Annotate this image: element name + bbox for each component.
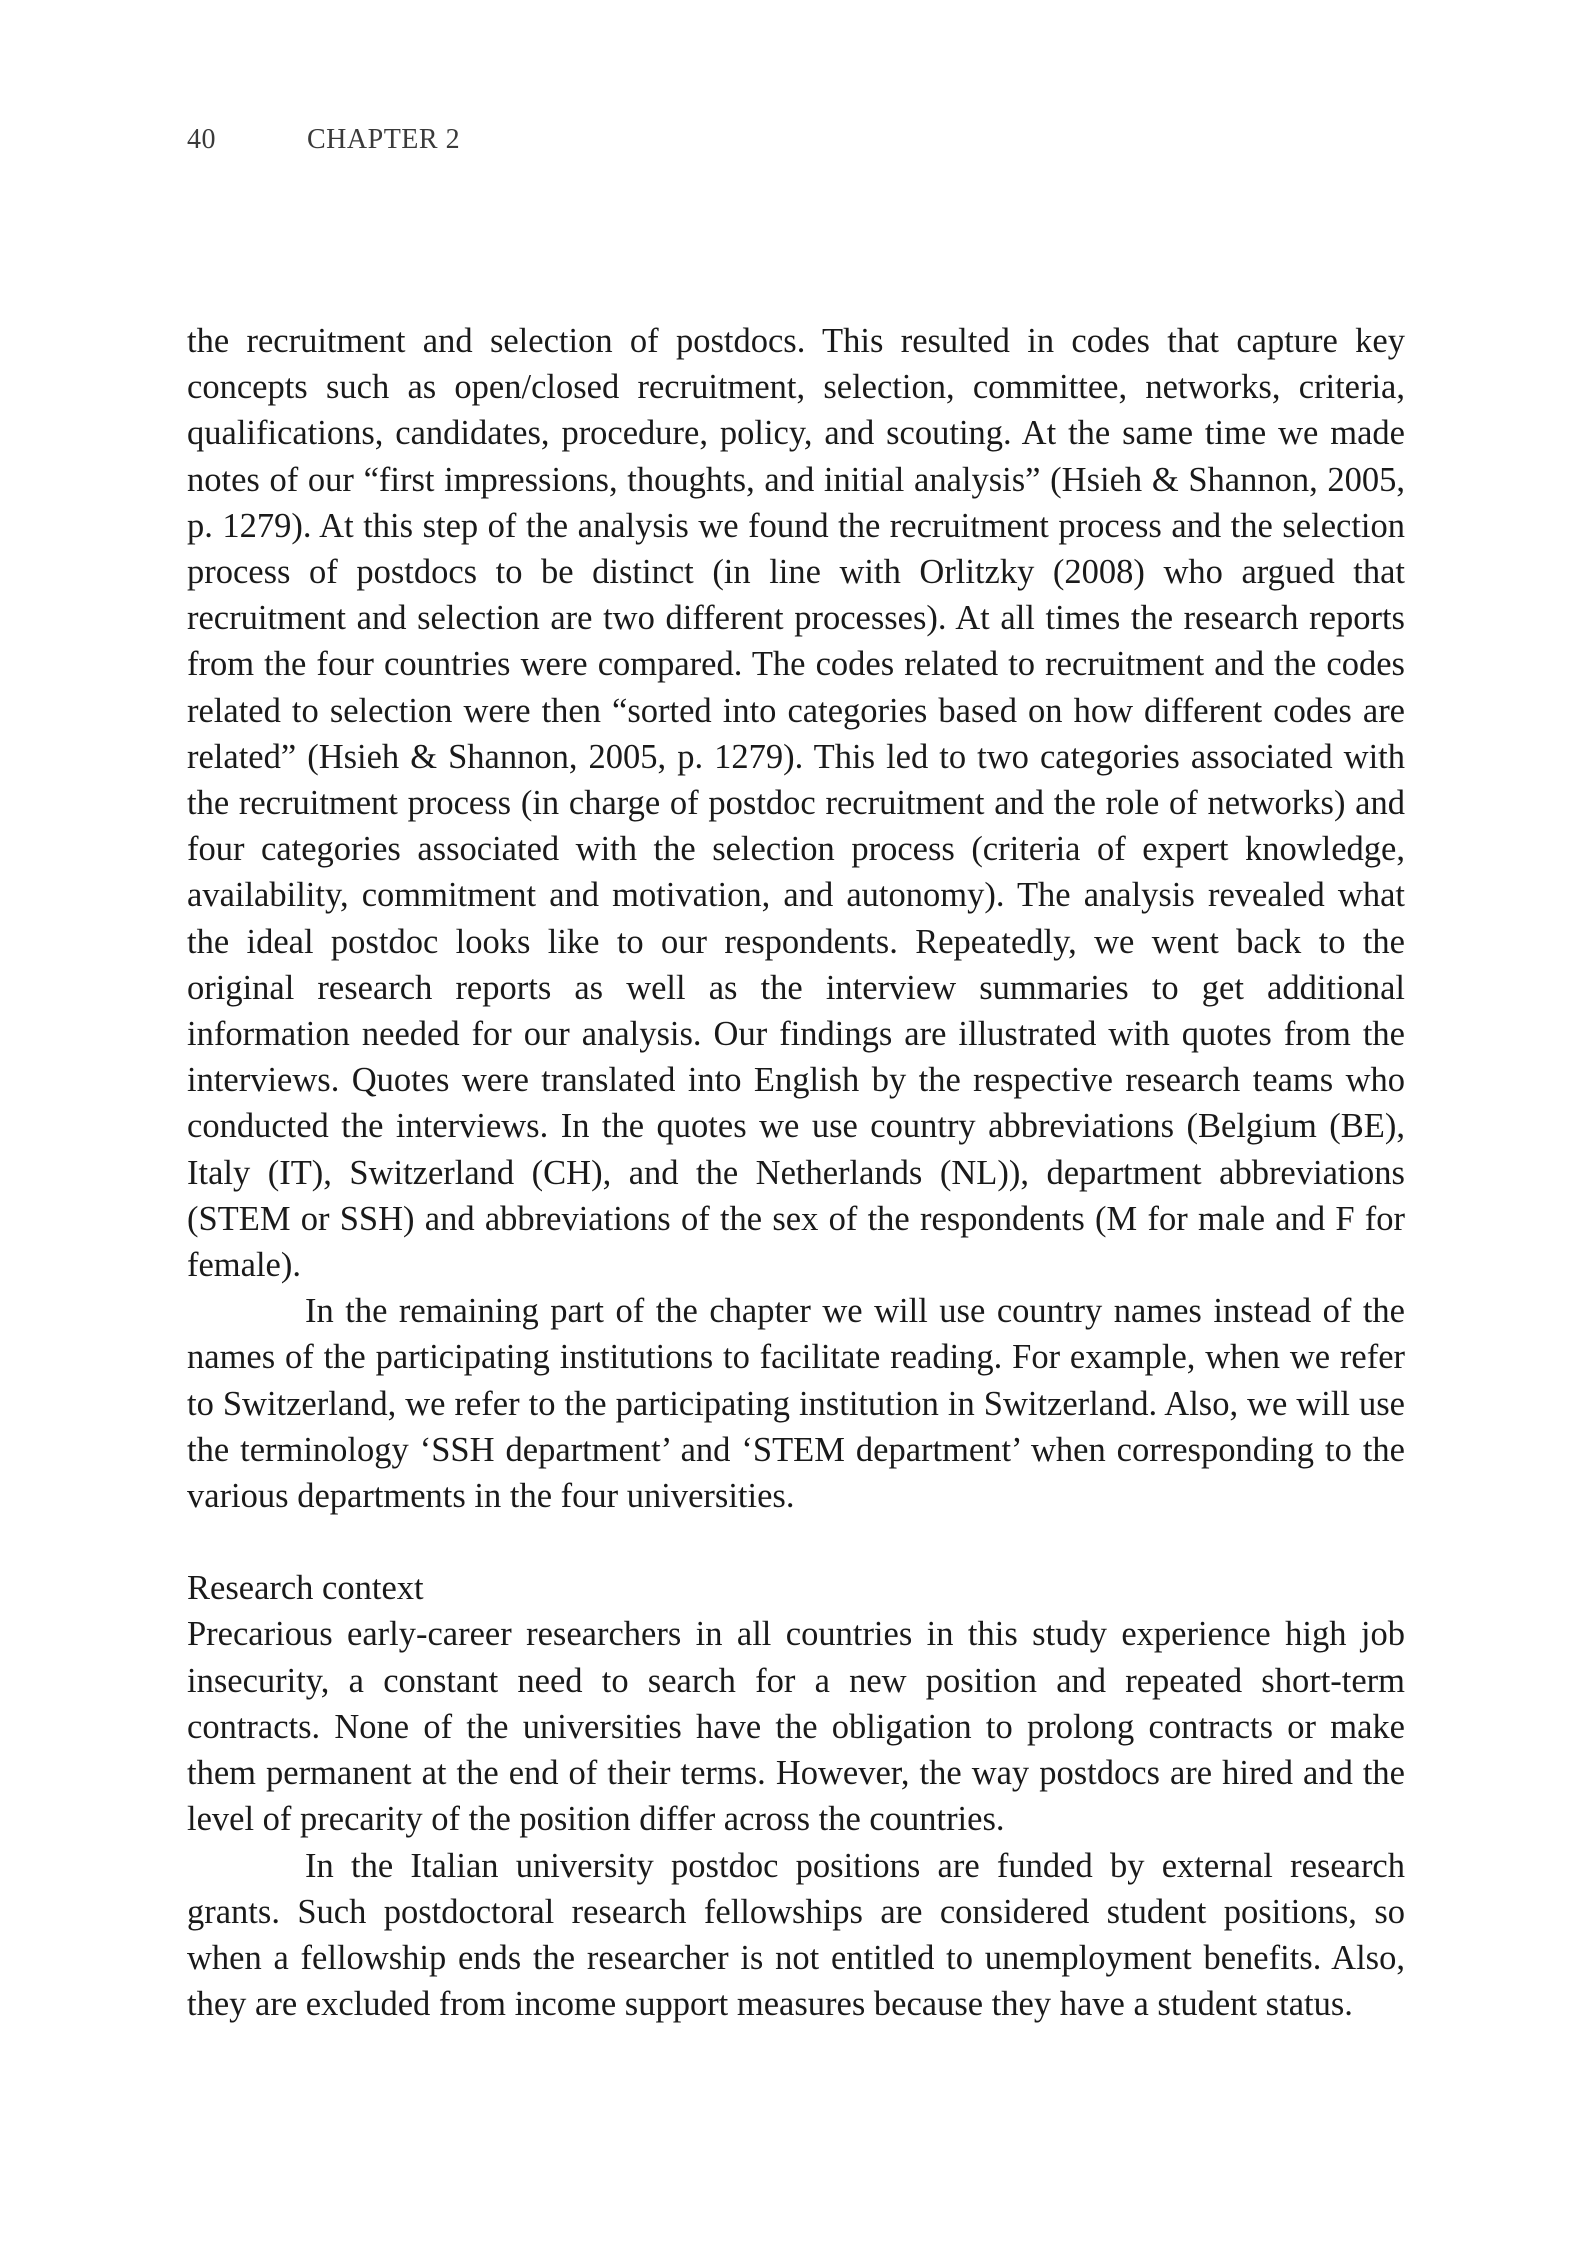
paragraph-italian-postdocs: In the Italian university postdoc positions are funded by external research grants. Such postdoctoral research fellowships are considered student positions, so when a fellowship ends the researcher is not entitled to unemployment benefits. Also, they are excluded from income support measures because they have a student status. xyxy=(187,1846,1405,2024)
paragraph-research-context: Precarious early-career researchers in all countries in this study experience high job insecurity, a constant need to search for a new position and repeated short-term contracts. None of the universities have the obligation to prolong contracts or make them permanent at the end of their terms. However, the way postdocs are hired and the level of precarity of the position differ across the countries. xyxy=(187,1615,1405,1839)
chapter-label: CHAPTER 2 xyxy=(307,124,461,155)
paragraph-methods-continued: the recruitment and selection of postdocs. This resulted in codes that capture key concepts such as open/closed recruitment, selection, committee, networks, criteria, qualifications, candidates, procedure, policy, and scouting. At the same time we made notes of our “first impressions, thoughts, and initial analysis” (Hsieh & Shannon, 2005, p. 1279). At this step of the analysis we found the recruitment process and the selection process of postdocs to be distinct (in line with Orlitzky (2008) who argued that recruitment and selection are two different processes). At all times the research reports from the four countries were compared. The codes related to recruitment and the codes related to selection were then “sorted into categories based on how different codes are related” (Hsieh & Shannon, 2005, p. 1279). This led to two categories associated with the recruitment process (in charge of postdoc recruitment and the role of networks) and four categories associated with the selection process (criteria of expert knowledge, availability, commitment and motivation, and autonomy). The analysis revealed what the ideal postdoc looks like to our respondents. Repeatedly, we went back to the original research reports as well as the interview summaries to get additional information needed for our analysis. Our findings are illustrated with quotes from the interviews. Quotes were translated into English by the respective research teams who conducted the interviews. In the quotes we use country abbreviations (Belgium (BE), Italy (IT), Switzerland (CH), and the Netherlands (NL)), department abbreviations (STEM or SSH) and abbreviations of the sex of the respondents (M for male and F for female). xyxy=(187,322,1405,1285)
paragraph-terminology: In the remaining part of the chapter we will use country names instead of the names of the participating institutions to facilitate reading. For example, when we refer to Switzerland, we refer to the participating institution in Switzerland. Also, we will use the terminology ‘SSH department’ and ‘STEM department’ when corresponding to the various departments in the four universities. xyxy=(187,1292,1405,1516)
page-number: 40 xyxy=(187,124,216,155)
body-text xyxy=(187,318,1405,2027)
section-heading-research-context: Research context xyxy=(187,1569,424,1608)
running-head xyxy=(187,124,460,156)
